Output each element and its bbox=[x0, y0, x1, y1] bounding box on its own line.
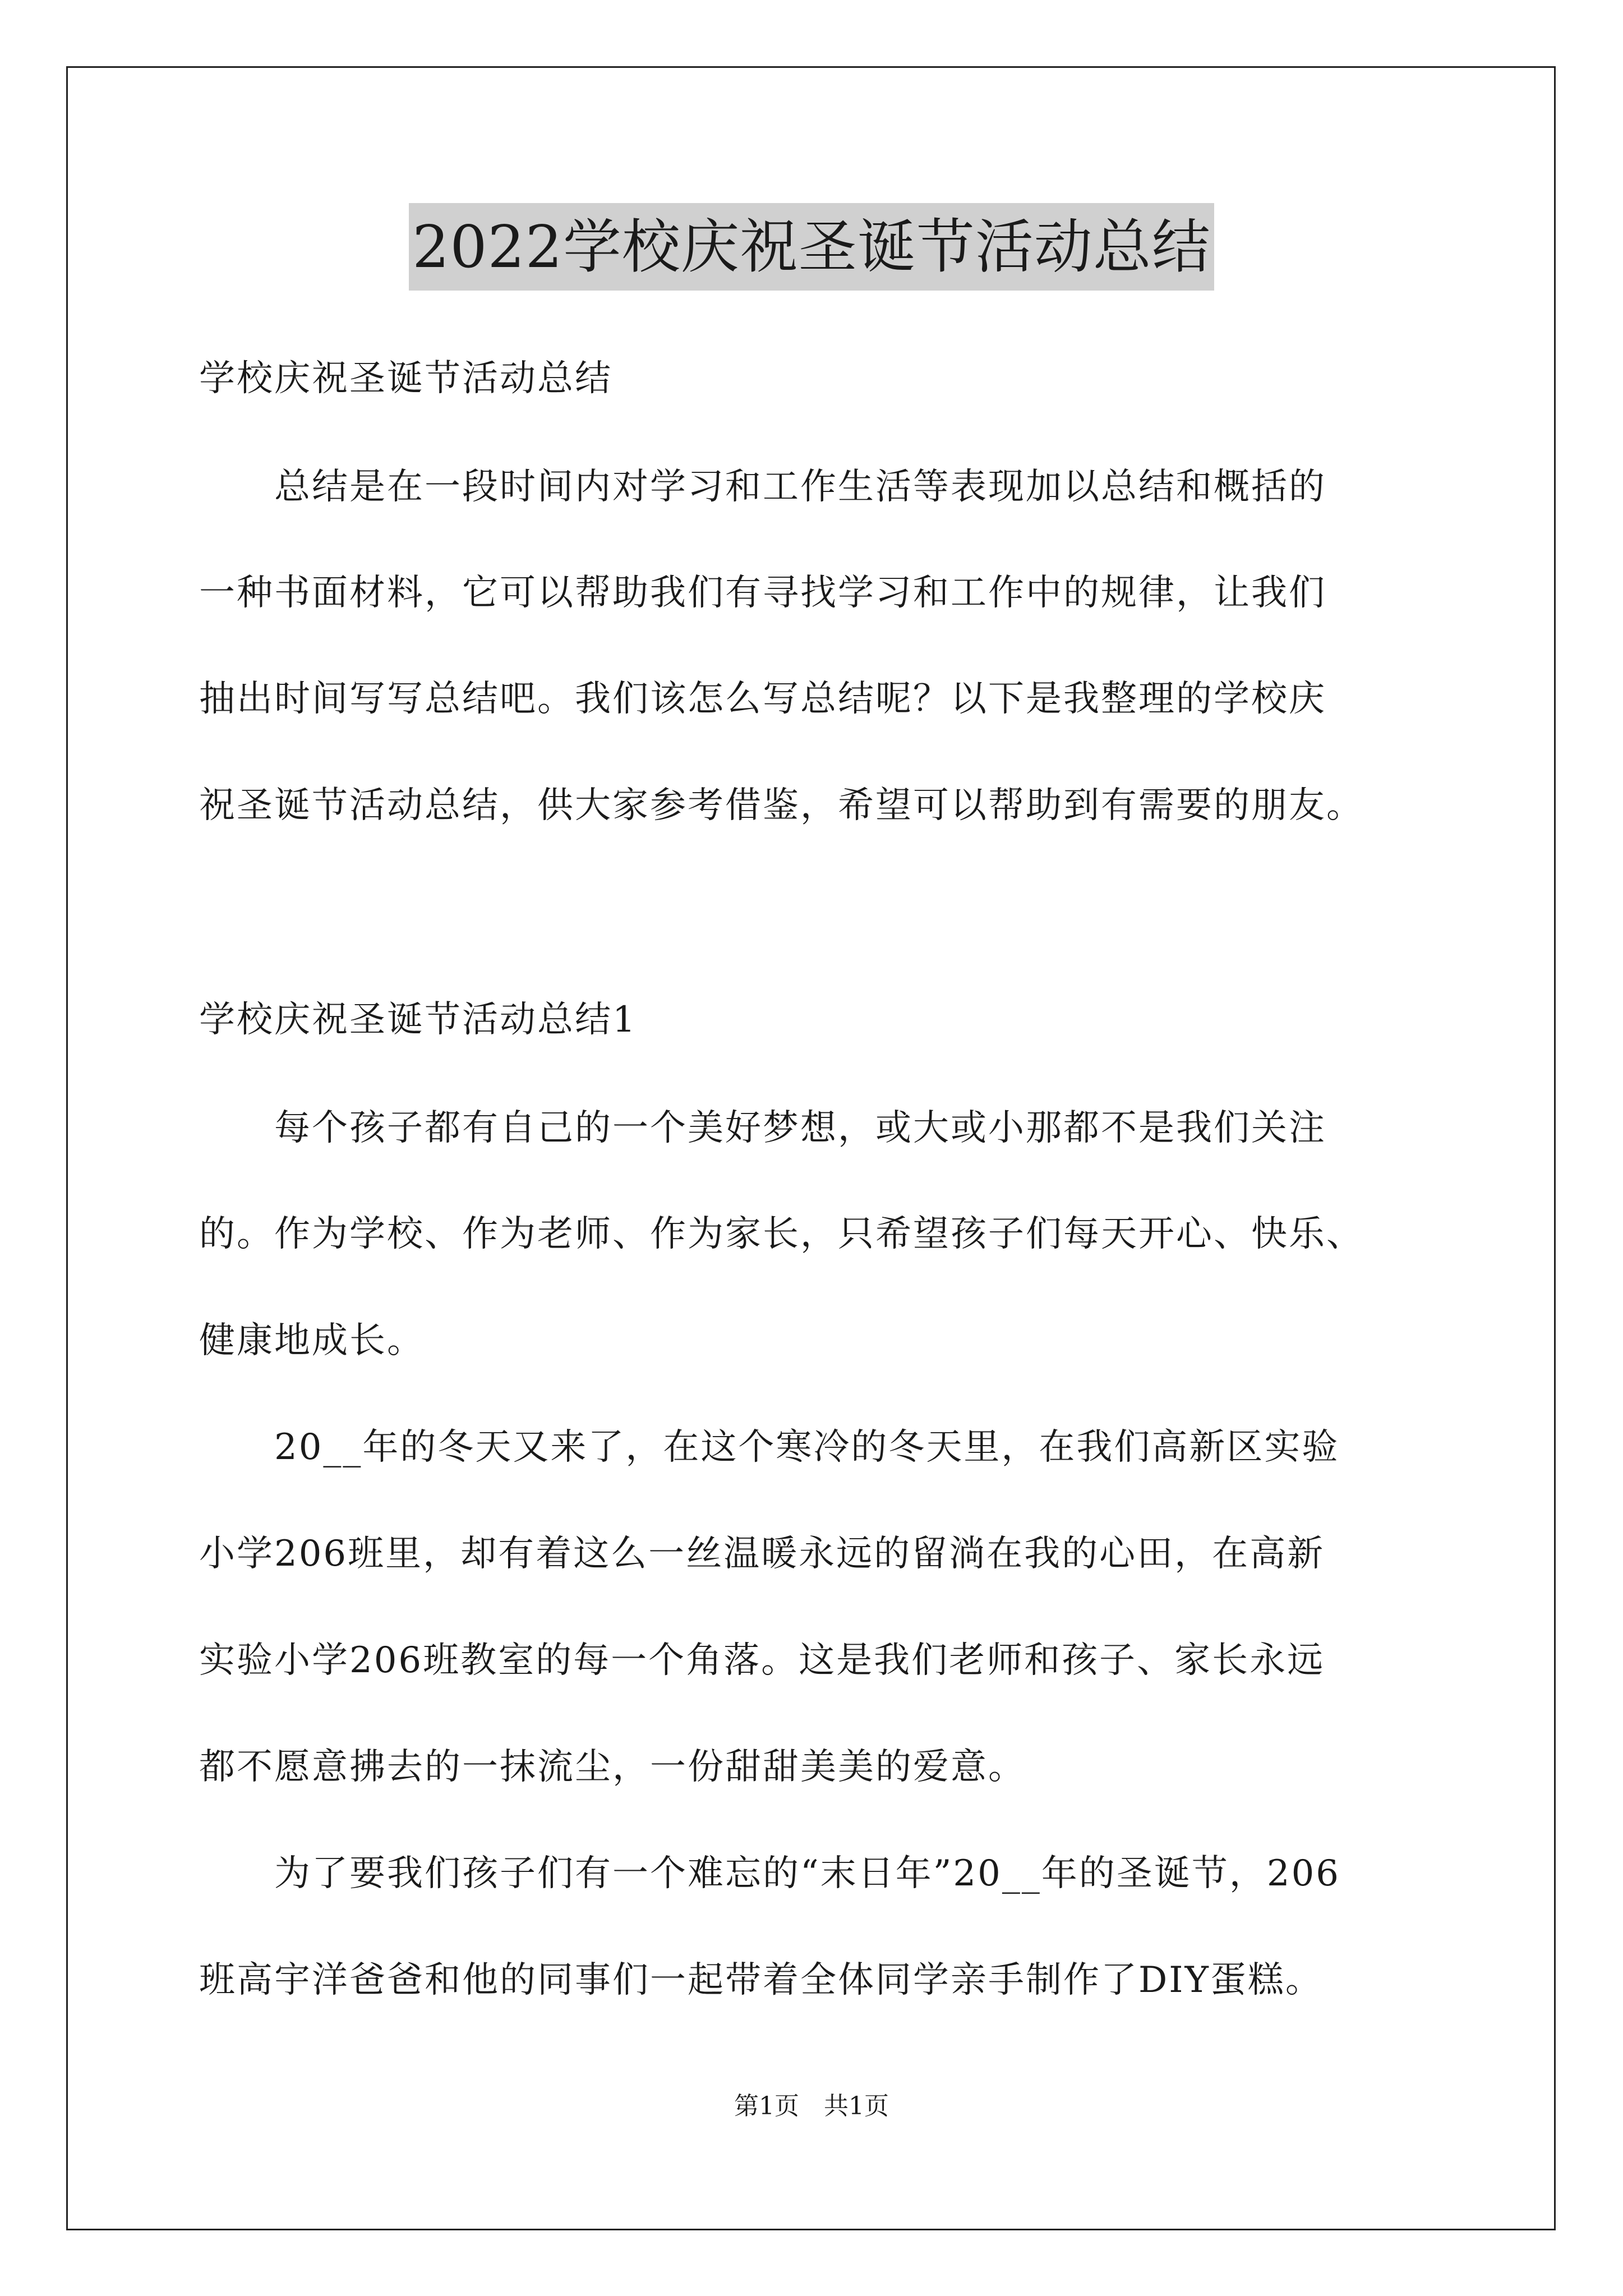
paragraph-line: 都不愿意拂去的一抹流尘，一份甜甜美美的爱意。 bbox=[199, 1746, 1026, 1788]
paragraph-line: 为了要我们孩子们有一个难忘的“末日年”20__年的圣诞节，206 bbox=[199, 1853, 1341, 1894]
heading-section-1: 学校庆祝圣诞节活动总结1 bbox=[199, 999, 637, 1041]
paragraph-line: 小学206班里，却有着这么一丝温暖永远的留淌在我的心田，在高新 bbox=[199, 1533, 1325, 1575]
paragraph-line: 的。作为学校、作为老师、作为家长，只希望孩子们每天开心、快乐、 bbox=[199, 1213, 1364, 1255]
title-container bbox=[0, 203, 1623, 291]
paragraph-line: 每个孩子都有自己的一个美好梦想，或大或小那都不是我们关注 bbox=[199, 1107, 1326, 1149]
paragraph-line: 总结是在一段时间内对学习和工作生活等表现加以总结和概括的 bbox=[199, 466, 1326, 508]
paragraph-line: 实验小学206班教室的每一个角落。这是我们老师和孩子、家长永远 bbox=[199, 1640, 1325, 1681]
document-title: 2022学校庆祝圣诞节活动总结 bbox=[409, 203, 1214, 291]
paragraph-line: 一种书面材料，它可以帮助我们有寻找学习和工作中的规律，让我们 bbox=[199, 572, 1326, 614]
paragraph-line: 祝圣诞节活动总结，供大家参考借鉴，希望可以帮助到有需要的朋友。 bbox=[199, 785, 1364, 826]
heading-intro: 学校庆祝圣诞节活动总结 bbox=[199, 358, 612, 399]
paragraph-line: 健康地成长。 bbox=[199, 1320, 425, 1361]
page-footer: 第1页 共1页 bbox=[734, 2092, 889, 2120]
paragraph-line: 抽出时间写写总结吧。我们该怎么写总结呢？以下是我整理的学校庆 bbox=[199, 678, 1326, 720]
paragraph-line: 20__年的冬天又来了，在这个寒冷的冬天里，在我们高新区实验 bbox=[199, 1427, 1340, 1468]
paragraph-line: 班高宇洋爸爸和他的同事们一起带着全体同学亲手制作了DIY蛋糕。 bbox=[199, 1959, 1323, 2001]
